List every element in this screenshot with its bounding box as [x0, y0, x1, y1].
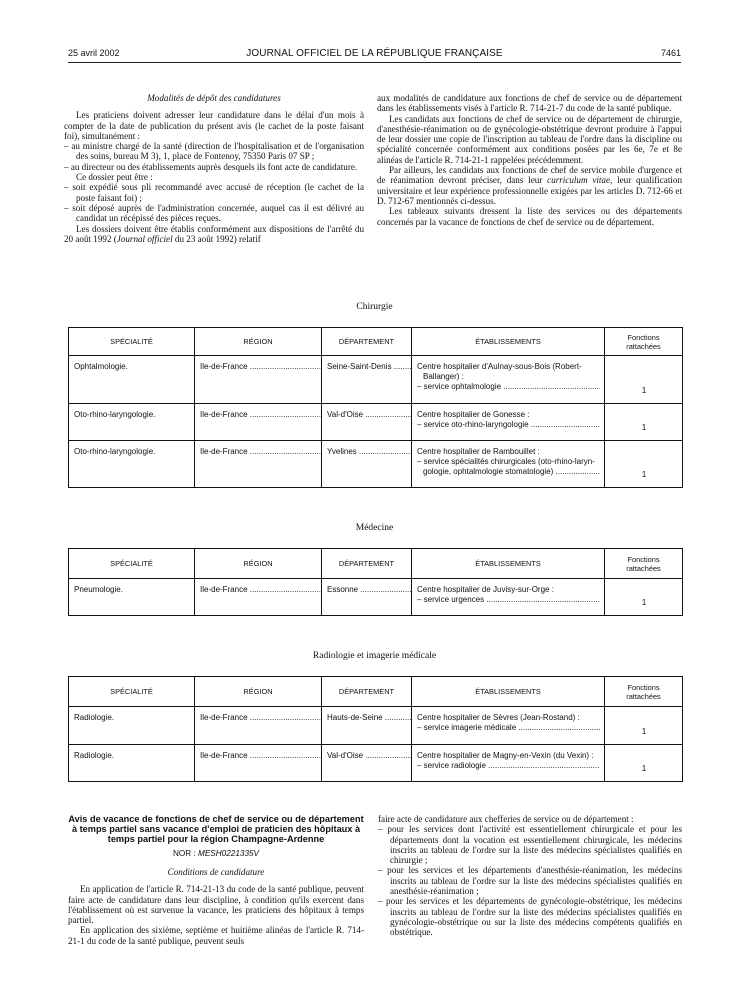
column-header-fonctions	[605, 677, 683, 707]
top-left-column	[64, 93, 364, 244]
header-line: rattachées	[626, 341, 661, 351]
column-header-fonctions	[605, 549, 683, 579]
table-row	[69, 441, 683, 488]
column-header-region: RÉGION	[195, 328, 322, 356]
paragraph: Les tableaux suivants dressent la liste des services ou des départements concernés par la vacance de fonctions de chef de service ou de département.	[377, 206, 682, 227]
specialite-text: Pneumologie.	[74, 585, 123, 594]
table-radiologie	[68, 676, 683, 782]
paragraph: Les candidats aux fonctions de chef de service ou de département de chirurgie, d'anesthésie-réanimation ou de gynécologie-obstétrique devront produire à l'appui de leur dossier une copie de l'inscription au tableau de l'ordre dans la discipline ou spécialité concernée conformément aux conditions posées par les 6e, 7e et 8e alinéas de l'article R. 714-21-1 rappelées précédemment.	[377, 113, 682, 165]
etablissement-text	[412, 745, 604, 775]
table-title-chirurgie: Chirurgie	[356, 302, 393, 312]
header-rule	[68, 62, 681, 63]
etablissement-text	[412, 356, 604, 396]
cell-fonctions	[605, 745, 683, 782]
column-header-specialite: SPÉCIALITÉ	[69, 549, 195, 579]
table-body	[69, 356, 683, 488]
avis-title: Avis de vacance de fonctions de chef de service ou de département à temps partiel sans vacance d'emploi de praticien des hôpitaux à temps partiel pour la région Champagne-Ardenne	[68, 814, 364, 845]
bottom-left-column	[68, 814, 364, 946]
departement-text: Hauts-de-Seine .....	[322, 707, 411, 727]
cell-etablissements	[412, 404, 605, 441]
table-row	[69, 404, 683, 441]
list	[64, 141, 364, 172]
list-item: – soit déposé auprès de l'administration concernée, auquel cas il est délivré au candidat un récépissé des pièces reçues.	[64, 202, 364, 224]
region-text: Ile-de-France .....	[195, 579, 321, 599]
cell-fonctions	[605, 707, 683, 745]
cell-fonctions	[605, 579, 683, 616]
departement-text: Essonne .....	[322, 579, 411, 599]
table-header-row	[69, 549, 683, 579]
running-header	[68, 48, 681, 62]
table-title-medecine: Médecine	[355, 523, 394, 533]
etablissement-line: Centre hospitalier de Rambouillet :	[417, 447, 540, 456]
departement-text: Seine-Saint-Denis .....	[322, 356, 411, 376]
cell-region	[195, 707, 322, 745]
etablissement-service: gologie, ophtalmologie stomatologie) .....	[417, 467, 600, 477]
departement-text: Yvelines .....	[322, 441, 411, 461]
etablissement-service: – service urgences .....	[417, 595, 600, 605]
etablissement-line: Centre hospitalier de Sèvres (Jean-Rostand) :	[417, 713, 580, 722]
column-header-etablissements: ÉTABLISSEMENTS	[412, 549, 605, 579]
cell-specialite	[69, 579, 195, 616]
table-title-radiologie: Radiologie et imagerie médicale	[312, 651, 437, 661]
etablissement-service: – service radiologie .....	[417, 761, 600, 771]
list	[64, 182, 364, 223]
region-text: Ile-de-France .....	[195, 707, 321, 727]
table-header-row	[69, 677, 683, 707]
table-row	[69, 356, 683, 404]
nor-value: MESH0221335V	[198, 848, 260, 858]
cell-departement	[322, 404, 412, 441]
cell-region	[195, 579, 322, 616]
nor-label: NOR :	[172, 848, 199, 858]
table-row	[69, 707, 683, 745]
cell-region	[195, 745, 322, 782]
departement-text: Val-d'Oise .....	[322, 404, 411, 424]
list-item: – pour les services et les départements de gynécologie-obstétrique, les médecins inscrits au tableau de l'ordre sur la liste des médecins spécialistes qualifiés en gynécologie-obstétrique ou sur la liste des médecins compétents qualifiés en obstétrique.	[378, 896, 682, 938]
table-row	[69, 579, 683, 616]
region-text: Ile-de-France .....	[195, 441, 321, 461]
etablissement-line: Centre hospitalier de Magny-en-Vexin (du Vexin) :	[417, 751, 594, 760]
fonctions-value: 1	[641, 423, 647, 432]
fonctions-value: 1	[641, 598, 647, 607]
specialite-text: Oto-rhino-laryngologie.	[74, 447, 156, 456]
section-heading-conditions: Conditions de candidature	[167, 866, 265, 877]
list-item: – au directeur ou des établissements auprès desquels ils font acte de candidature.	[64, 161, 358, 172]
region-text: Ile-de-France .....	[195, 404, 321, 424]
etablissement-text	[412, 579, 604, 609]
cell-specialite	[69, 356, 195, 404]
list-item: – au ministre chargé de la santé (direction de l'hospitalisation et de l'organisation des soins, bureau M 3), 1, place de Fontenoy, 75350 Paris 07 SP ;	[64, 141, 364, 162]
cell-departement	[322, 441, 412, 488]
paragraph	[377, 165, 682, 206]
cell-region	[195, 404, 322, 441]
text-italic: Journal officiel	[116, 233, 173, 244]
header-line: Fonctions	[627, 682, 660, 692]
etablissement-text	[412, 707, 604, 737]
paragraph: En application de l'article R. 714-21-13 du code de la santé publique, peuvent faire acte de candidature dans leur discipline, à condition qu'ils exercent dans l'établissement où est survenue la vacance, les praticiens des hôpitaux à temps partiel.	[68, 884, 364, 926]
text-span: Par ailleurs, les candidats aux fonctions de chef de service mobile d'urgence et de réanimation devront préciser, dans leur	[377, 165, 682, 186]
etablissement-line: – service spécialités chirurgicales (oto-rhino-laryn-	[417, 457, 595, 466]
header-line: rattachées	[626, 691, 661, 701]
specialite-text: Ophtalmologie.	[74, 362, 128, 371]
fonctions-value: 1	[641, 386, 647, 395]
cell-specialite	[69, 404, 195, 441]
fonctions-value: 1	[641, 727, 647, 736]
etablissement-line: Centre hospitalier d'Aulnay-sous-Bois (Robert-	[417, 362, 582, 371]
column-header-region: RÉGION	[195, 549, 322, 579]
cell-specialite	[69, 707, 195, 745]
cell-etablissements	[412, 579, 605, 616]
paragraph: faire acte de candidature aux chefferies de service ou de département :	[378, 814, 634, 824]
paragraph	[64, 224, 364, 245]
text-italic: curriculum vitae	[547, 175, 611, 186]
etablissement-service: – service ophtalmologie .....	[417, 382, 600, 392]
cell-departement	[322, 356, 412, 404]
departement-text: Val-d'Oise .....	[322, 745, 411, 765]
cell-specialite	[69, 441, 195, 488]
table-body	[69, 579, 683, 616]
list-item: – pour les services et les départements d'anesthésie-réanimation, les médecins inscrits au tableau de l'ordre sur la liste des médecins spécialistes qualifiés en anesthésie-réanimation ;	[378, 865, 682, 897]
text-span: du 23 août 1992) relatif	[172, 233, 261, 244]
text-span: Les dossiers doivent être établis conformément aux dispositions de l'arrêté du 20 août 1992 (	[64, 223, 364, 244]
column-header-departement: DÉPARTEMENT	[322, 328, 412, 356]
text-span: , leur qualification universitaire et leur expérience professionnelle exigées par les articles D. 712-66 et D. 712-67 mentionnés ci-dessus.	[377, 175, 682, 206]
region-text: Ile-de-France .....	[195, 356, 321, 376]
cell-etablissements	[412, 745, 605, 782]
cell-etablissements	[412, 441, 605, 488]
fonctions-value: 1	[641, 764, 647, 773]
table-chirurgie	[68, 327, 683, 488]
header-date: 25 avril 2002	[68, 48, 120, 58]
region-text: Ile-de-France .....	[195, 745, 321, 765]
list	[378, 824, 682, 937]
cell-departement	[322, 579, 412, 616]
etablissement-line: Ballanger) :	[423, 372, 464, 381]
list-item: – soit expédié sous pli recommandé avec accusé de réception (le cachet de la poste faisant foi) ;	[64, 182, 364, 203]
etablissement-line: Centre hospitalier de Gonesse :	[417, 410, 530, 419]
header-line: Fonctions	[627, 554, 660, 564]
bottom-right-column	[378, 814, 682, 938]
cell-etablissements	[412, 356, 605, 404]
table-row	[69, 745, 683, 782]
cell-departement	[322, 707, 412, 745]
cell-specialite	[69, 745, 195, 782]
specialite-text: Oto-rhino-laryngologie.	[74, 410, 156, 419]
column-header-departement: DÉPARTEMENT	[322, 677, 412, 707]
paragraph: En application des sixième, septième et huitième alinéas de l'article R. 714-21-1 du code de la santé publique, peuvent seuls	[68, 925, 364, 946]
etablissement-line: Centre hospitalier de Juvisy-sur-Orge :	[417, 585, 554, 594]
cell-fonctions	[605, 441, 683, 488]
column-header-region: RÉGION	[195, 677, 322, 707]
table-header-row	[69, 328, 683, 356]
specialite-text: Radiologie.	[74, 751, 115, 760]
fonctions-value: 1	[641, 470, 647, 479]
table-body	[69, 707, 683, 782]
etablissement-service: – service oto-rhino-laryngologie .....	[417, 420, 600, 430]
paragraph: aux modalités de candidature aux fonctions de chef de service ou de département dans les établissements visés à l'article R. 714-21-7 du code de la santé publique.	[377, 93, 682, 114]
section-heading-depot: Modalités de dépôt des candidatures	[147, 93, 281, 103]
cell-departement	[322, 745, 412, 782]
cell-region	[195, 441, 322, 488]
paragraph: Les praticiens doivent adresser leur candidature dans le délai d'un mois à compter de la date de publication du présent avis (le cachet de la poste faisant foi), simultanément :	[64, 110, 364, 141]
list-item: – pour les services dont l'activité est essentiellement chirurgicale et pour les départements dont la vocation est essentiellement chirurgicale, les médecins inscrits au tableau de l'ordre sur la liste des médecins spécialistes qualifiés en chirurgie ;	[378, 824, 682, 866]
column-header-fonctions	[605, 328, 683, 356]
header-line: rattachées	[626, 563, 661, 573]
header-journal-title: JOURNAL OFFICIEL DE LA RÉPUBLIQUE FRANÇAISE	[246, 48, 503, 59]
column-header-etablissements: ÉTABLISSEMENTS	[412, 328, 605, 356]
header-page-number: 7461	[660, 48, 681, 58]
etablissement-text	[412, 441, 604, 481]
specialite-text: Radiologie.	[74, 713, 115, 722]
column-header-etablissements: ÉTABLISSEMENTS	[412, 677, 605, 707]
column-header-departement: DÉPARTEMENT	[322, 549, 412, 579]
cell-fonctions	[605, 356, 683, 404]
header-line: Fonctions	[627, 332, 660, 342]
paragraph: Ce dossier peut être :	[76, 172, 153, 183]
table-medecine	[68, 548, 683, 616]
top-right-column	[377, 93, 682, 227]
column-header-specialite: SPÉCIALITÉ	[69, 328, 195, 356]
etablissement-service: – service imagerie médicale .....	[417, 723, 600, 733]
etablissement-text	[412, 404, 604, 434]
column-header-specialite: SPÉCIALITÉ	[69, 677, 195, 707]
cell-etablissements	[412, 707, 605, 745]
nor-reference	[68, 849, 364, 859]
cell-region	[195, 356, 322, 404]
cell-fonctions	[605, 404, 683, 441]
